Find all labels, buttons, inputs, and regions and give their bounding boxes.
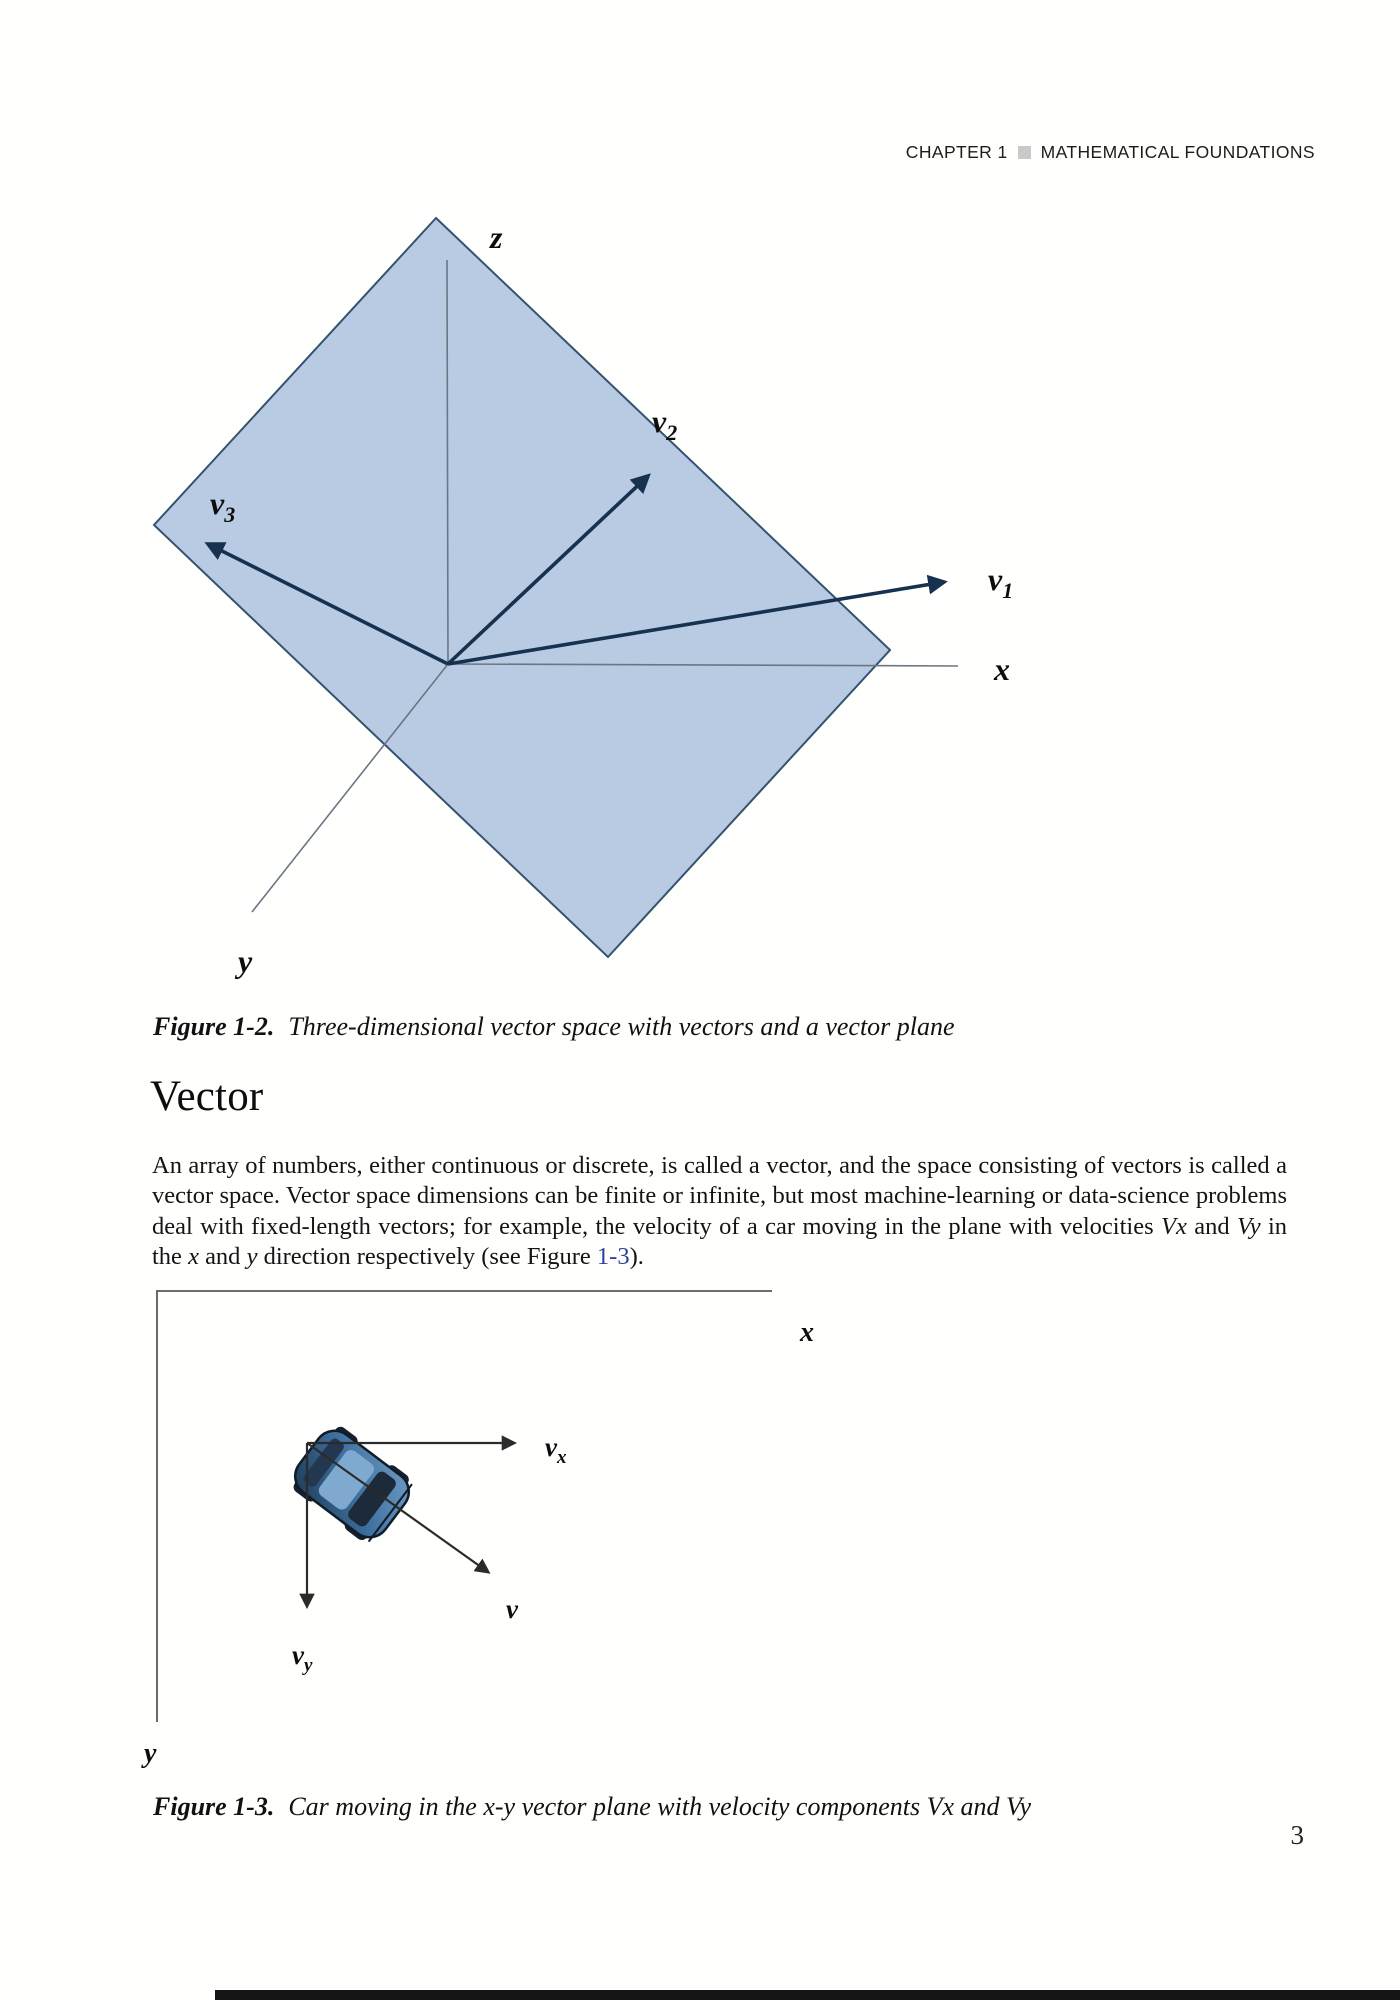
- header-square-icon: [1018, 146, 1031, 159]
- section-heading: Vector: [150, 1073, 264, 1120]
- chapter-label: CHAPTER 1: [905, 142, 1008, 162]
- vector-v1-label: $v_1$: [988, 561, 1014, 603]
- figure-1-3-diagram: [100, 1270, 900, 1790]
- para-var-vy: Vy: [1236, 1212, 1261, 1240]
- car-image: [285, 1420, 419, 1549]
- figure-1-2-caption-label: Figure 1-2.: [153, 1012, 275, 1041]
- body-paragraph: An array of numbers, either continuous or discrete, is called a vector, and the space consisting of vectors is called a vector space. Vector space dimensions can be finite or infinite, but most machine-learning or data-science problems deal with fixed-length vectors; for example, the velocity of a car moving in the plane with velocities Vx and Vy in the x and y direction respectively (see Figure 1-3).: [152, 1151, 1288, 1271]
- figure-1-3-caption: [153, 1792, 1031, 1822]
- running-header: [906, 142, 1315, 163]
- para-var-x: x: [188, 1243, 199, 1271]
- fig3-y-axis-label: y: [144, 1738, 157, 1769]
- xy-frame: [157, 1291, 772, 1722]
- figure-1-2-caption: [153, 1012, 955, 1042]
- v-label: v: [506, 1594, 518, 1624]
- x-axis-label: x: [994, 651, 1010, 687]
- bottom-edge-strip: [215, 1990, 1400, 2000]
- figure-1-3-crossref-link[interactable]: 1-3: [596, 1243, 630, 1271]
- y-axis-label: y: [238, 943, 253, 979]
- vector-v3-label: $v_3$: [210, 485, 236, 527]
- book-title: MATHEMATICAL FOUNDATIONS: [1040, 142, 1315, 162]
- vy-label: $v_y$: [292, 1640, 313, 1676]
- vx-label: $v_x$: [545, 1432, 567, 1468]
- fig3-x-axis-label: x: [800, 1317, 814, 1348]
- figure-1-2-caption-text: Three-dimensional vector space with vectors and a vector plane: [288, 1012, 955, 1041]
- para-var-vx: Vx: [1161, 1212, 1187, 1240]
- vector-plane: [154, 218, 890, 957]
- page-number: 3: [1290, 1820, 1304, 1850]
- para-var-y: y: [246, 1243, 258, 1271]
- figure-1-3-caption-text: Car moving in the x-y vector plane with velocity components Vx and Vy: [288, 1792, 1032, 1821]
- z-axis-label: z: [490, 219, 503, 255]
- vector-v2-label: $v_2$: [652, 403, 678, 445]
- para-text: An array of numbers, either continuous or discrete, is called a vector, and the space consisting of vectors is called a vector space. Vector space dimensions can be finite or infinite, but most machine-learning or data-science problems deal with fixed-length vectors; for example, the velocity of a car moving in the plane with velocities: [152, 1151, 1287, 1240]
- figure-1-2-diagram: [100, 170, 1060, 1000]
- z-axis-line: [447, 260, 448, 664]
- figure-1-3-caption-label: Figure 1-3.: [153, 1792, 275, 1821]
